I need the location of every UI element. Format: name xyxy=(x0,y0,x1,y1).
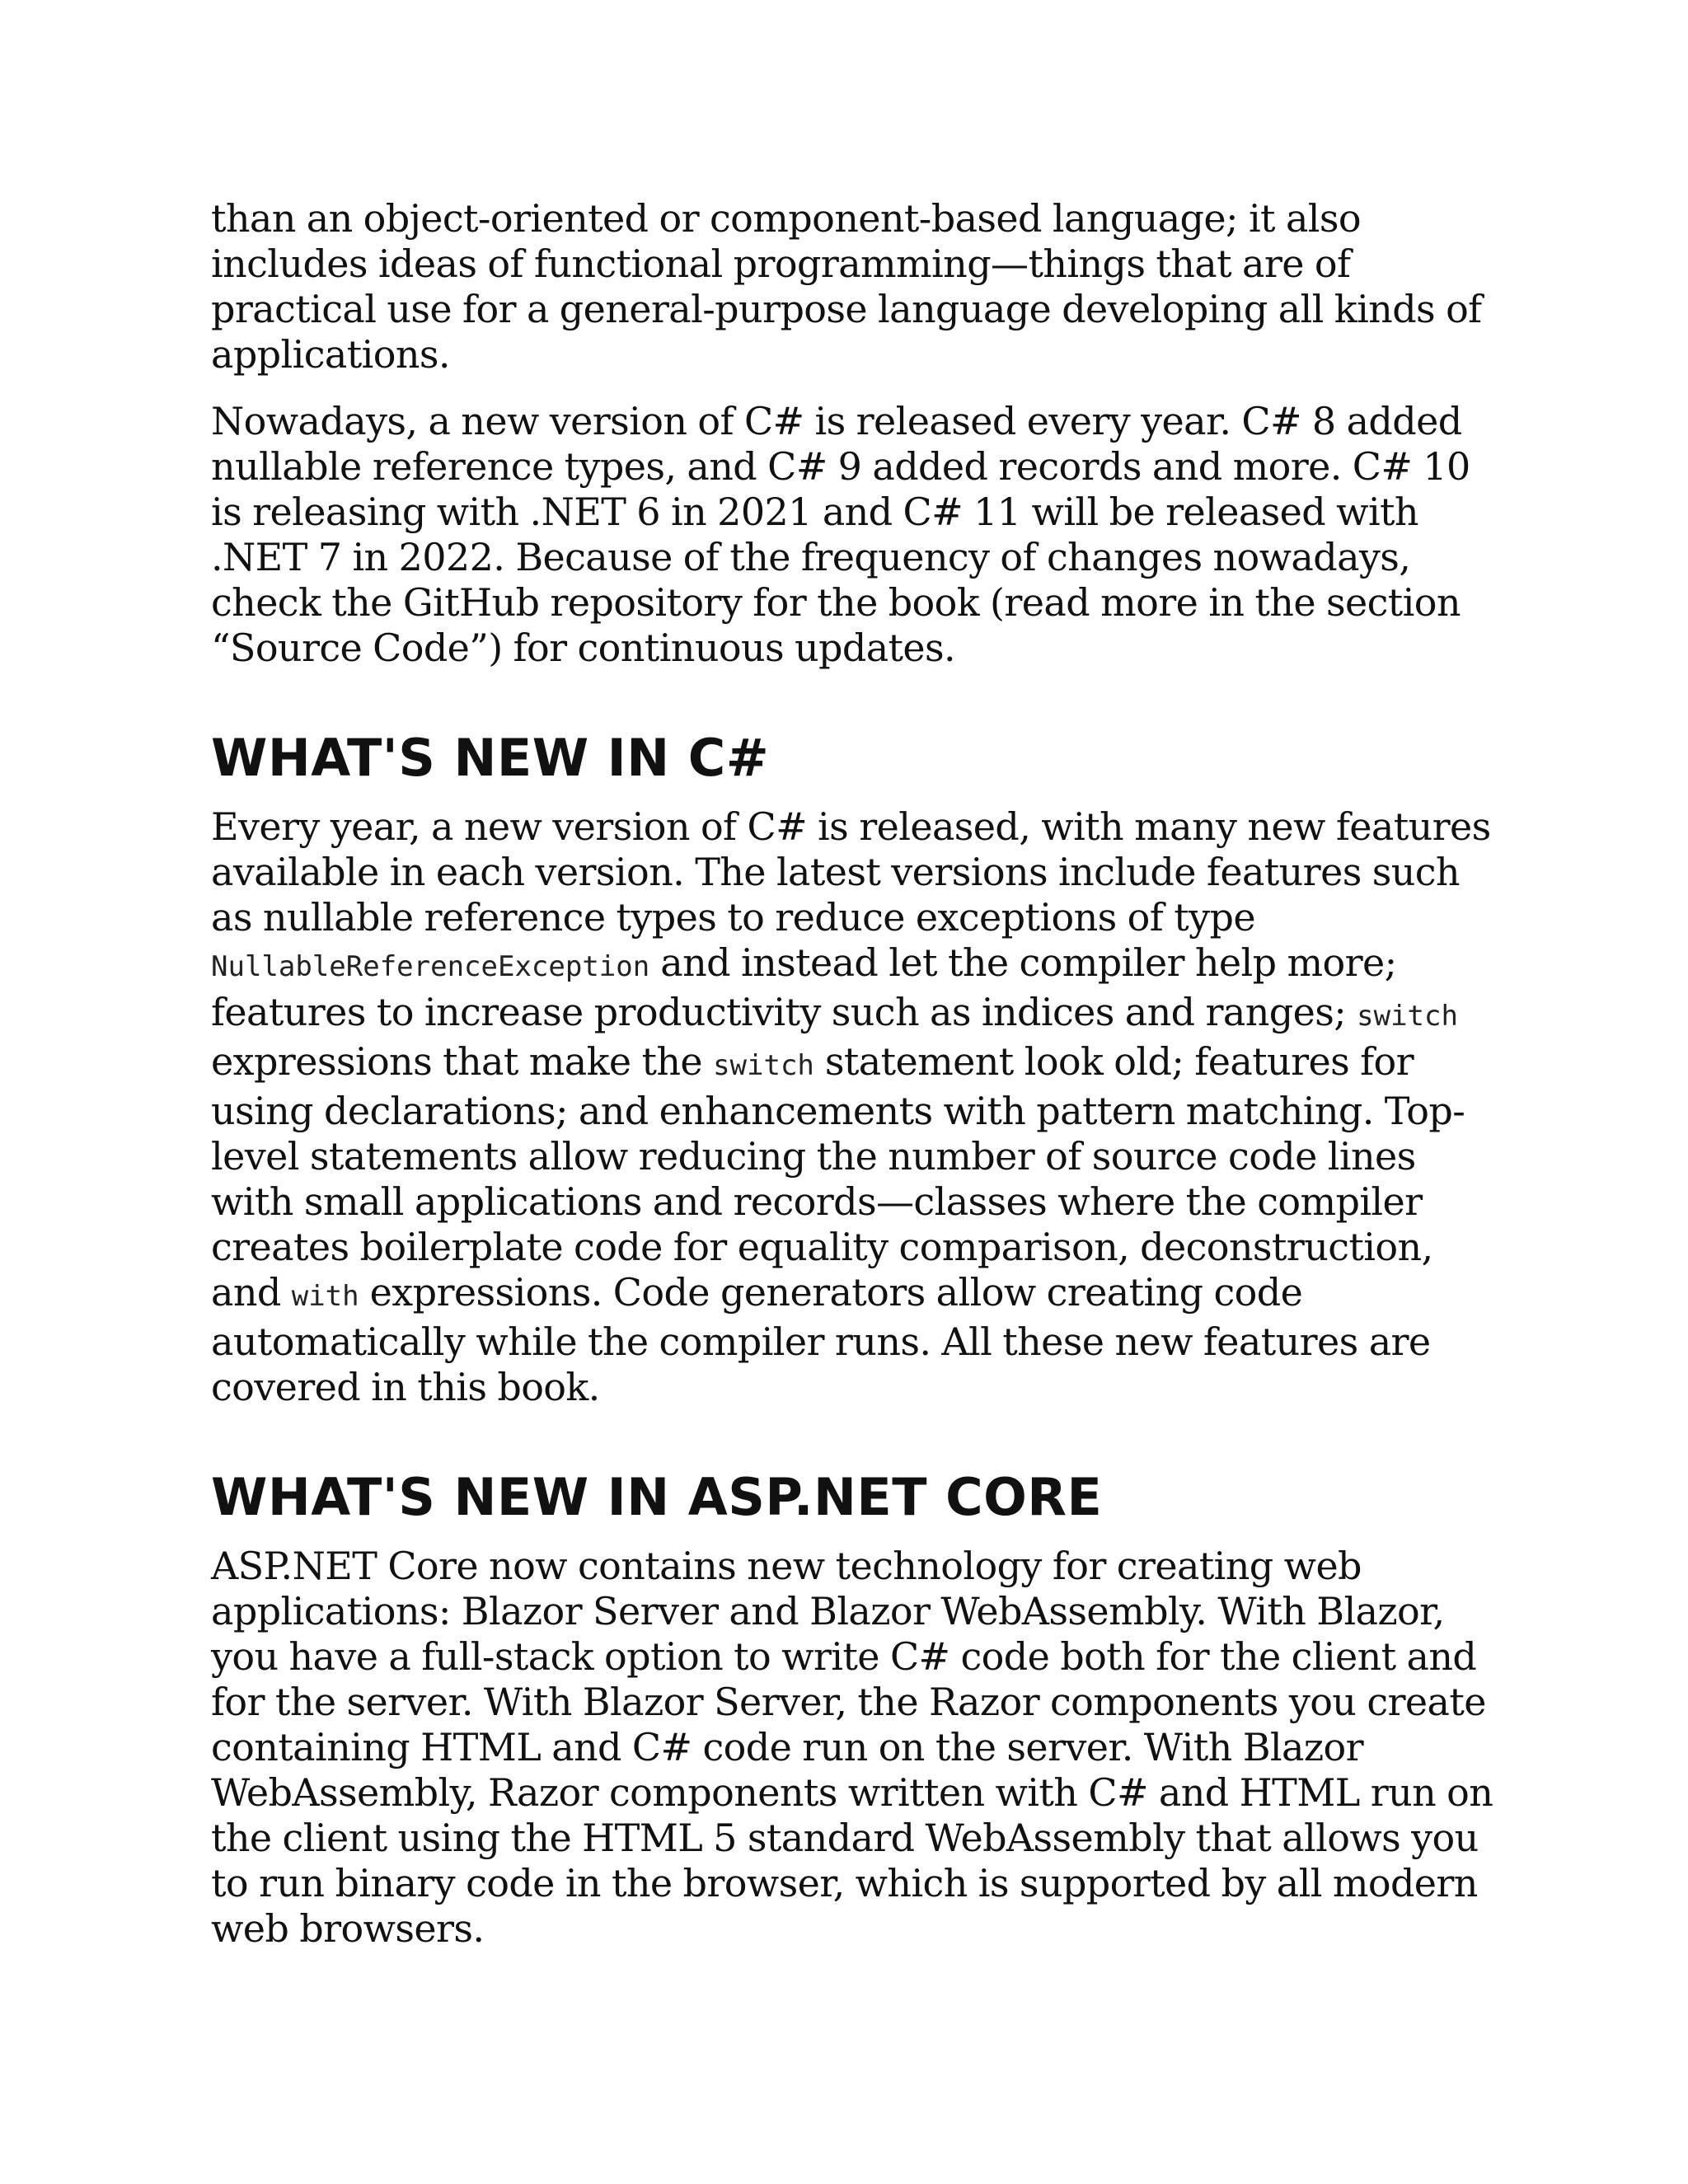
aspnet-paragraph: ASP.NET Core now contains new technology for creating web applications: Blazor Server and Blazor WebAssembly. With Blazor, you have a full-stack option to write C# code both for the client and for the server. With Blazor Server, the Razor components you create containing HTML and C# code run on the server. With Blazor WebAssembly, Razor components written with C# and HTML run on the client using the HTML 5 standard WebAssembly that allows you to run binary code in the browser, which is supported by all modern web browsers. xyxy=(211,1544,1493,1951)
section-heading-csharp: WHAT'S NEW IN C# xyxy=(211,728,770,788)
csharp-paragraph xyxy=(211,804,1497,1410)
csharp-text-4: statement look old; features for using declarations; and enhancements with pattern matching. Top-level statements allow reducing the number of source code lines with small applications and records—classes where the compiler creates boilerplate code for equality comparison, deconstruction, and xyxy=(211,1039,1465,1315)
csharp-text-1: Every year, a new version of C# is released, with many new features available in each version. The latest versions include features such as nullable reference types to reduce exceptions of type xyxy=(211,804,1491,940)
code-with: with xyxy=(291,1280,359,1313)
code-nullable-exception: NullableReferenceException xyxy=(211,950,650,983)
csharp-text-2: and instead let the compiler help more; features to increase productivity such as indices and ranges; xyxy=(211,940,1397,1034)
csharp-text-3: expressions that make the xyxy=(211,1039,714,1084)
csharp-text-5: expressions. Code generators allow creating code automatically while the compiler runs. All these new features are covered in this book. xyxy=(211,1270,1431,1409)
code-switch-1: switch xyxy=(1357,1000,1458,1033)
page-content xyxy=(211,196,1497,1952)
code-switch-2: switch xyxy=(713,1049,814,1082)
intro-paragraph-2: Nowadays, a new version of C# is released every year. C# 8 added nullable reference types, and C# 9 added records and more. C# 10 is releasing with .NET 6 in 2021 and C# 11 will be released with .NET 7 in 2022. Because of the frequency of changes nowadays, check the GitHub repository for the book (read more in the section “Source Code”) for continuous updates. xyxy=(211,399,1470,670)
section-heading-aspnet: WHAT'S NEW IN ASP.NET CORE xyxy=(211,1467,1103,1527)
intro-paragraph-1: than an object-oriented or component-based language; it also includes ideas of functional programming—things that are of practical use for a general-purpose language developing all kinds of applications. xyxy=(211,196,1482,377)
